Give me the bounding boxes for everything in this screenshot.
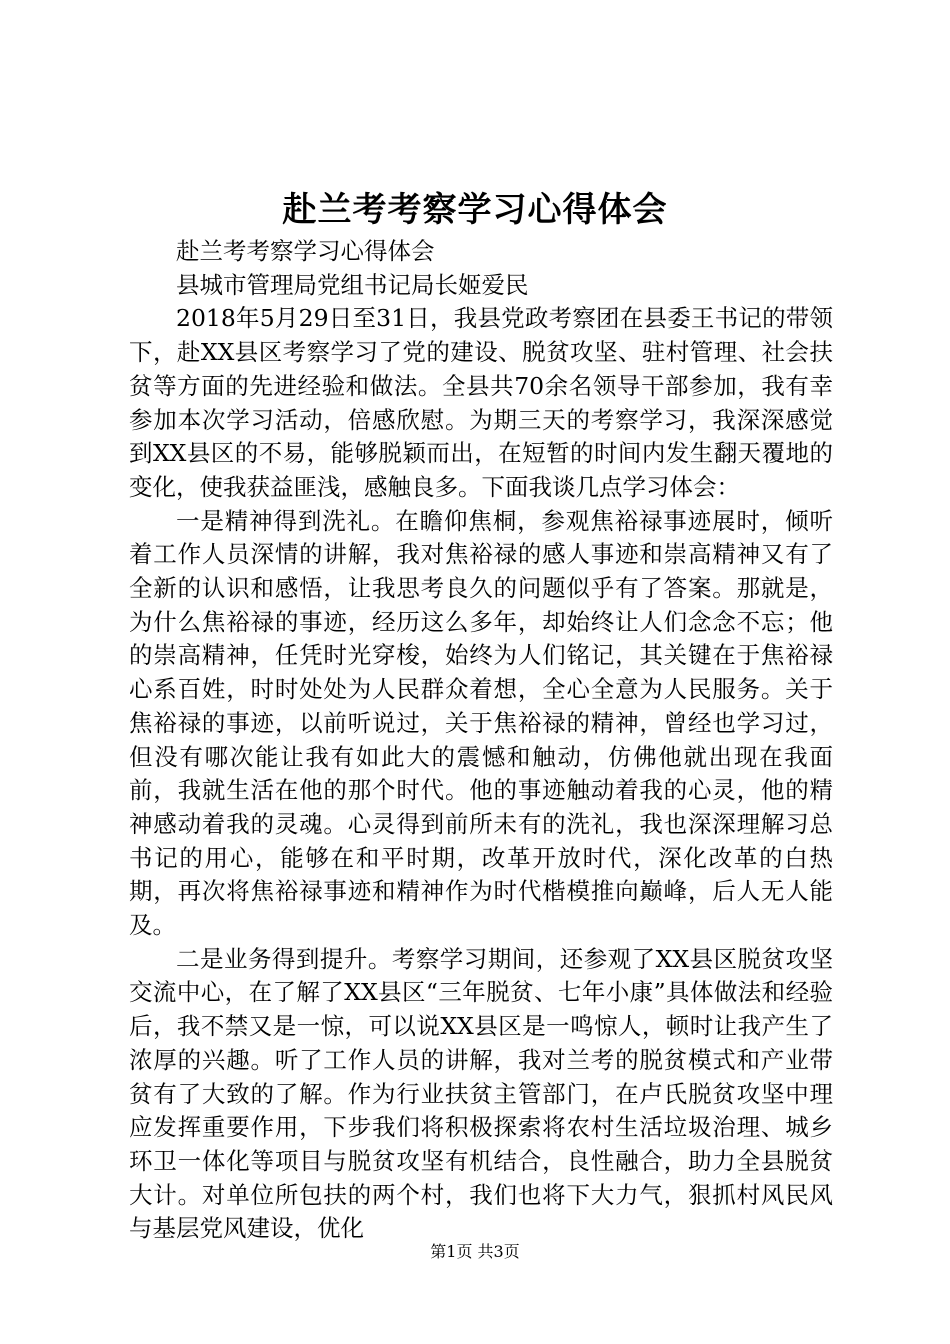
author-paragraph: 县城市管理局党组书记局长姬爱民 — [176, 270, 529, 299]
body-paragraph: 二是业务得到提升。考察学习期间，还参观了XX县区脱贫攻坚交流中心，在了解了XX县区“三年脱贫、七年小康”具体做法和经验后，我不禁又是一惊，可以说XX县区是一鸣惊人，顿时让我产生了浓厚的兴趣。听了工作人员的讲解，我对兰考的脱贫模式和产业带贫有了大致的了解。作为行业扶贫主管部门，在卢氏脱贫攻坚中理应发挥重要作用，下步我们将积极探索将农村生活垃圾治理、城乡环卫一体化等项目与脱贫攻坚有机结合，良性融合，助力全县脱贫大计。对单位所包扶的两个村，我们也将下大力气，狠抓村风民风与基层党风建设，优化 — [129, 944, 833, 1243]
subtitle-paragraph: 赴兰考考察学习心得体会 — [176, 237, 435, 265]
document-body — [129, 235, 833, 1246]
document-title: 赴兰考考察学习心得体会 — [282, 190, 668, 230]
page-footer: 第1页 共3页 — [430, 1242, 520, 1261]
body-paragraph: 一是精神得到洗礼。在瞻仰焦桐，参观焦裕禄事迹展时，倾听着工作人员深情的讲解，我对焦裕禄的感人事迹和崇高精神又有了全新的认识和感悟，让我思考良久的问题似乎有了答案。那就是，为什么焦裕禄的事迹，经历这么多年，却始终让人们念念不忘；他的崇高精神，任凭时光穿梭，始终为人们铭记，其关键在于焦裕禄心系百姓，时时处处为人民群众着想，全心全意为人民服务。关于焦裕禄的事迹，以前听说过，关于焦裕禄的精神，曾经也学习过，但没有哪次能让我有如此大的震憾和触动，仿佛他就出现在我面前，我就生活在他的那个时代。他的事迹触动着我的心灵，他的精神感动着我的灵魂。心灵得到前所未有的洗礼，我也深深理解习总书记的用心，能够在和平时期，改革开放时代，深化改革的白热期，再次将焦裕禄事迹和精神作为时代楷模推向巅峰，后人无人能及。 — [129, 506, 833, 940]
intro-paragraph: 2018年5月29日至31日，我县党政考察团在县委王书记的带领下，赴XX县区考察学习了党的建设、脱贫攻坚、驻村管理、社会扶贫等方面的先进经验和做法。全县共70余名领导干部参加，我有幸参加本次学习活动，倍感欣慰。为期三天的考察学习，我深深感觉到XX县区的不易，能够脱颖而出，在短暂的时间内发生翻天覆地的变化，使我获益匪浅，感触良多。下面我谈几点学习体会： — [129, 304, 833, 501]
